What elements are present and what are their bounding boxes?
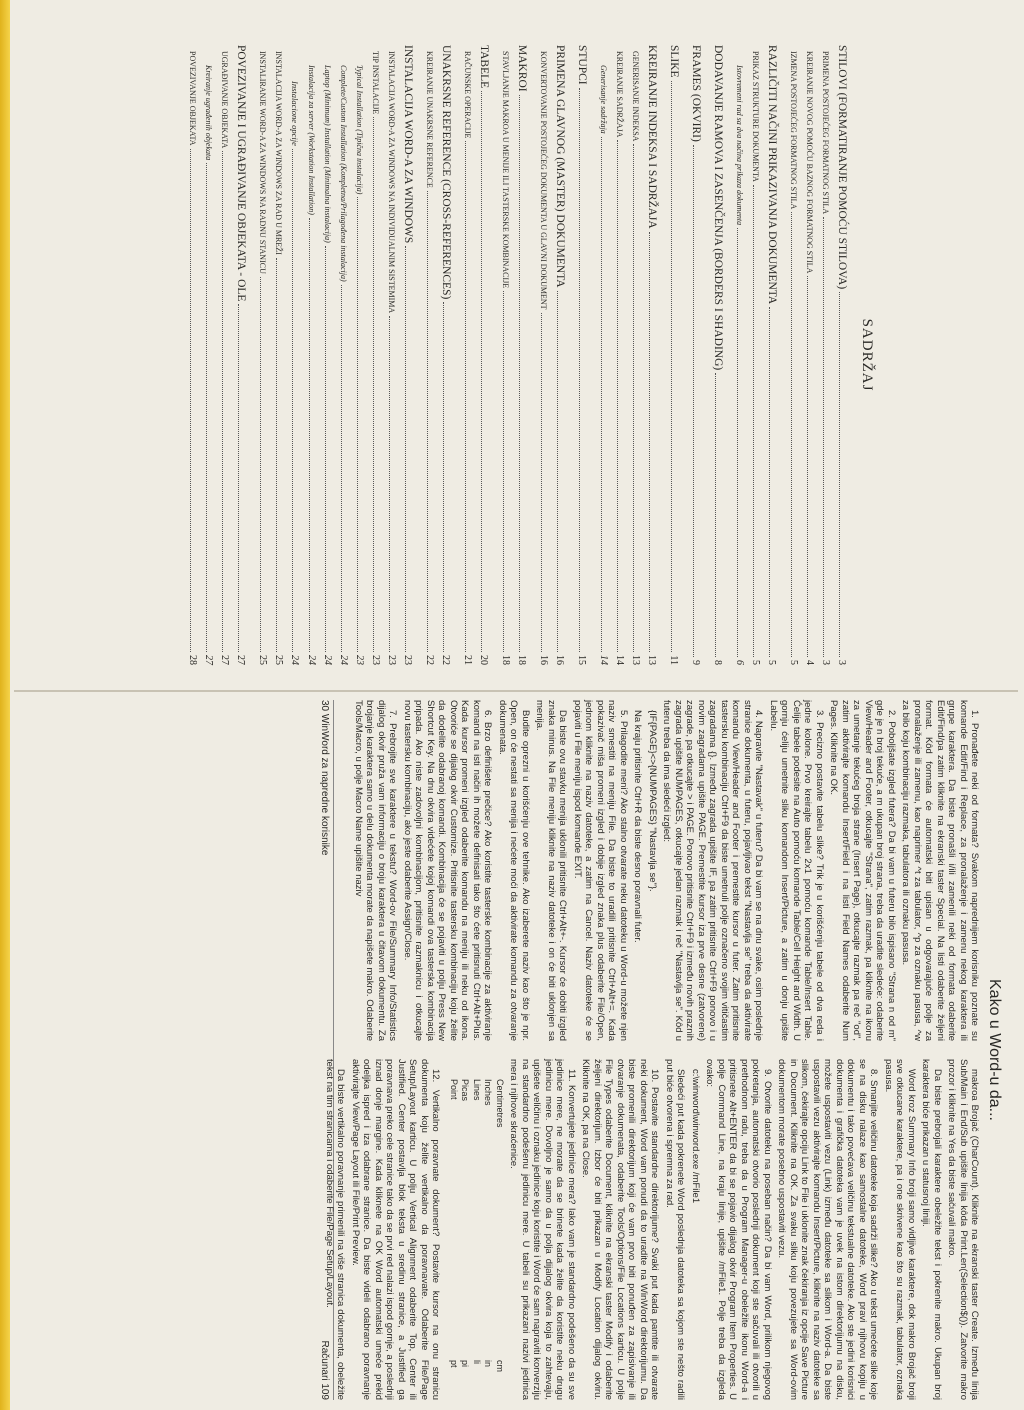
unit-abbr: cm (495, 1360, 505, 1372)
toc-entry (709, 45, 726, 665)
toc-entry-page: 5 (788, 660, 799, 665)
toc-entry-page: 13 (646, 655, 657, 665)
toc-entry-page: 20 (478, 655, 489, 665)
toc-entry-label: Instalacija za server (Workstation Installation) (307, 65, 316, 215)
toc-leader-dots (617, 140, 618, 652)
toc-entry (573, 45, 590, 665)
article-paragraph: 6. Brzo definišete prečice? Ako koristite tasterske kombinacije za aktiviranje komandi na isti način ih možete definisati tako što ćete pritisnuti Ctrl+Alt+Plus. Kada kursor promeni izgled odaberite komandu na meniju ili neku od ikona. Otvoriće se dijalog okvir Customize. Pritisnite tastersku kombinaciju koju želite da dodelite odabranoj komandi. Kombinacija će se pojaviti u polju Press New Shortcut Key. Na dnu okvira videćete kojoj komandi ova tasterska kombinacija pripada. Ako niste zadovoljni kombinacijom, pritisnite razmaknicu i otkucajte novu tastersku kombinaciju, ako jeste odaberite Assign/Close. (402, 700, 494, 1041)
toc-leader-dots (373, 117, 374, 652)
toc-leader-dots (753, 185, 754, 657)
toc-entry (437, 45, 454, 665)
toc-list (184, 45, 850, 665)
toc-entry-page: 24 (322, 655, 333, 665)
toc-leader-dots (325, 246, 326, 652)
toc-entry (801, 45, 817, 665)
toc-leader-dots (357, 197, 358, 652)
toc-entry-label: Instalacione opcije (290, 81, 300, 146)
article-column-left (341, 700, 981, 1041)
article (15, 700, 1003, 1400)
toc-entry-page: 27 (219, 655, 230, 665)
toc-leader-dots (693, 145, 694, 657)
toc-entry-label: TABELE (478, 45, 490, 89)
toc-leader-dots (222, 151, 223, 652)
toc-entry-label: KREIRANJE INDEKSA I SADRŽAJA (646, 45, 658, 229)
toc-entry-label: POVEZIVANJE OBJEKATA (188, 51, 197, 146)
toc-entry-label: KREIRANJE NOVOG POMOĆU BAZNOG FORMATNOG STILA (805, 51, 814, 274)
toc-entry (303, 45, 319, 665)
toc-leader-dots (503, 291, 504, 652)
article-paragraph: Budite oprezni u korišćenju ove tehnike. Ako izaberete naziv kao što je npr. Open, on će nestati sa menija i nećete moći da aktivirate komandu za otvaranje dokumenata. (497, 700, 531, 1041)
toc-entry-page: 14 (614, 655, 625, 665)
article-paragraph: makroa Brojač (CharCount). Kliknite na ekranski taster Create. Između linija Sub/Main i End/Sub upišite linija kôda Print.Len(Selection$()). Zatvorite makro prozor i kliknite na Yes da biste sačuvali makro. (946, 1059, 981, 1400)
toc-entry (731, 45, 747, 665)
article-paragraph: {IF{PAGE}<>{NUMPAGES} "Nastavlja se"}. (647, 710, 658, 892)
article-paragraph: Da biste prebrojali karaktere obeležite tekst i pokrenite makro. Ukupan broj karaktera biće prikazan u statusnoj liniji. (920, 1059, 943, 1400)
toc-heading: SADRŽAJ (859, 318, 875, 392)
toc-entry-page: 24 (306, 655, 317, 665)
toc-entry (785, 45, 801, 665)
toc-leader-dots (769, 307, 770, 657)
toc-leader-dots (238, 304, 239, 652)
toc-entry-label: UGRAĐIVANJE OBJEKATA (220, 51, 229, 149)
toc-entry-page: 8 (712, 660, 723, 665)
toc-leader-dots (601, 137, 602, 652)
toc-entry-label: MAKROI (516, 45, 528, 92)
toc-entry (232, 45, 249, 665)
unit-name: Point (449, 1079, 459, 1100)
toc-entry (763, 45, 780, 665)
toc-entry (270, 45, 286, 665)
toc-entry-page: 25 (273, 655, 284, 665)
toc-entry-label: RAZLIČITI NAČINI PRIKAZIVANJA DOKUMENTA (766, 45, 778, 305)
toc-leader-dots (519, 95, 520, 652)
toc-entry-label: Typical Installation (Tipična instalacija) (355, 65, 364, 195)
toc-entry (254, 45, 270, 665)
toc-entry (551, 45, 568, 665)
toc-entry-label: PRIMENA POSTOJEĆEG FORMATNOG STILA (821, 51, 830, 215)
toc-entry (687, 45, 704, 665)
article-paragraph: 11. Konvertujete jedinice mera? Iako vam je standardno podešeno da su sve jedinice mere, ne morate da se brinete kada želite da koristite neku drugu jedinicu mere. Dovoljno je samo da u polja dijalog okvira koja to zahtevaju, upišete veličinu i oznaku jedinice koju koristite i Word će sam napraviti konverziju na standardno podešenu jedinicu mere. U tabeli su prikazani nazivi jedinica mera i njihove skraćenice. (508, 1059, 577, 1400)
toc-entry (665, 45, 682, 665)
toc-entry (459, 45, 475, 665)
toc-entry-label: STUPCI (576, 45, 588, 85)
toc-entry (595, 45, 611, 665)
article-title: Kako u Word-u da... (986, 979, 1003, 1121)
toc-leader-dots (389, 316, 390, 652)
toc-entry-page: 27 (235, 655, 246, 665)
toc-entry-label: KREIRANJE SADRŽAJA (615, 51, 624, 138)
toc-entry-label: Generisanje sadržaja (599, 65, 608, 134)
toc-leader-dots (465, 141, 466, 652)
article-paragraph: 2. Poboljšate izgled futera? Da bi vam u futeru bilo ispisano "Strana n od m" gde je n broj tekuće, a m ukupan broj strana, treba da uradite sledeće: odaberite View/Header and Footer, otkucajte "Strana", zatim razmak, pa kliknite na ikonu za umetanje tekućeg broja strane (Insert Page), otkucajte razmak pa reč "od", zatim aktivirajte komandu Insert/Field i na listi Field Names odaberite Num Pages. Kliknite na OK. (828, 700, 897, 1041)
toc-leader-dots (557, 291, 558, 652)
toc-entry-label: DODAVANJE RAMOVA I ZASENČENJA (BORDERS I SHADING) (712, 45, 724, 371)
binding-edge (0, 0, 10, 1410)
toc-leader-dots (309, 218, 310, 652)
toc-entry-label: Kreiranje ugrađenih objekata (204, 65, 213, 161)
toc-leader-dots (791, 212, 792, 657)
toc-entry-label: INSTALACIJA WORD-A ZA WINDOWS (402, 45, 414, 244)
toc-entry-page: 23 (370, 655, 381, 665)
toc-entry-page: 18 (516, 655, 527, 665)
toc-entry (627, 45, 643, 665)
toc-leader-dots (427, 191, 428, 652)
article-paragraph: Word kroz Summary Info broji samo vidljive karaktere, dok makro Brojač broji sve otkucane karaktere, pa i one skrivene kao što su razmak, tabulator, oznaka pasusa. (883, 1059, 917, 1400)
toc-entry-page: 22 (440, 655, 451, 665)
toc-entry (643, 45, 660, 665)
toc-leader-dots (481, 91, 482, 652)
toc-entry-page: 28 (187, 655, 198, 665)
toc-entry-page: 5 (750, 660, 761, 665)
toc-leader-dots (633, 144, 634, 652)
toc-entry (611, 45, 627, 665)
toc-entry-page: 3 (836, 660, 847, 665)
article-paragraph: 1. Pronađete neki od formata? Svakom naprednijem korisniku poznate su komande Edit/Find i Replace, za pronalaženje i zamenu nekog karaktera ili grupe karaktera. Da biste pronašli i/ili zamenili neki od formata odaberite Edit/Find/pa zatim kliknite na ekranski taster Special. Na listi odaberite željeni format. Kôd formata će automatski biti upisan u odgovarajuće polje za pronalaženje ili zamenu, kao naprimer ^t za tabulator, ^p za oznaku pasusa, ^w za bilo koju kombinaciju razmaka, tabulatora ili oznaku pasusa. (900, 700, 981, 1041)
unit-name: Inches (483, 1079, 494, 1106)
article-paragraph: Da biste vertikalno poravnanje primenili na više stranica dokumenta, obeležite tekst na tim stranicama i odaberite File/Page Setup/Layout. (324, 1059, 347, 1400)
toc-entry (475, 45, 492, 665)
toc-leader-dots (649, 232, 650, 652)
toc-entry-page: 25 (257, 655, 268, 665)
unit-abbr: li (472, 1360, 482, 1364)
article-paragraph: 7. Prebrojite sve karaktere u tekstu? Word-ov File/Summary Info/Statistics dijalog okvir pruža vam informaciju o broju karaktera u čitavom dokumentu. Za brojanje karaktera samo u delu dokumenta morate da napišete makro. Odaberite Tools/Macro, u polje Macro Name upišite naziv (353, 700, 399, 1041)
unit-name: Lines (472, 1079, 482, 1101)
article-paragraph: 5. Prilagodite meni? Ako stalno otvarate neku datoteku u Word-u možete njen naziv smestiti na meniju File. Da biste to uradili pritisnite Ctrl+Alt+=. Kada pokazivač miša promeni izgled i dobije izgled znaka plus odaberite File/Open, jednom kliknite na naziv datoteke, a zatim na Cancel. Naziv datoteke će se pojaviti u File meniju ispod komande EXIT. (572, 700, 629, 1041)
toc-entry-label: KREIRANJE UNAKRSNE REFERENCE (425, 51, 434, 188)
toc-entry-label: PRIKAZ STRUKTURE DOKUMENTA (751, 51, 760, 182)
toc-entry (367, 45, 383, 665)
toc-entry (513, 45, 530, 665)
article-paragraph: c:\winword\winword.exe /mFile1 (690, 1069, 701, 1204)
toc-entry-label: UNAKRSNE REFERENCE (CROSS-REFERENCES) (440, 45, 452, 300)
toc-leader-dots (276, 258, 277, 652)
toc-entry-page: 23 (354, 655, 365, 665)
toc-entry (351, 45, 367, 665)
toc-entry-label: INSTALACIJA WORD-A ZA WINDOWS ZA RAD U MREŽI (274, 51, 283, 255)
article-paragraph: Sledeći put kada pokrenete Word poslednja datoteka sa kojom ste nešto radili put biće otvorena i spremna za rad. (664, 1059, 687, 1400)
toc-leader-dots (190, 149, 191, 652)
toc-entry-label: FRAMES (OKVIRI) (690, 45, 702, 142)
toc-entry-page: 23 (402, 655, 413, 665)
toc-entry-page: 22 (424, 655, 435, 665)
toc-entry (833, 45, 850, 665)
article-paragraph: 3. Precizno postavite tabelu slike? Trik je u korišćenju tabele od dva reda i jedne kolone. Prvo kreirajte tabelu 2x1 pomoću komande Table/Insert Table. Ćelije tabele podesite na Auto pomoću komande Table/Cell Height and Width. U gornju ćeliju umetnite sliku komandom Insert/Picture, a zatim u donju upišite Labelu. (768, 700, 825, 1041)
unit-name: Centimetres (495, 1079, 505, 1128)
toc-leader-dots (715, 373, 716, 657)
toc-leader-dots (341, 285, 342, 652)
toc-entry-page: 9 (690, 660, 701, 665)
toc-leader-dots (541, 313, 542, 652)
toc-entry-label: PRIMENA GLAVNOG (MASTER) DOKUMENTA (554, 45, 566, 288)
toc-leader-dots (292, 149, 293, 652)
unit-abbr: in (483, 1360, 494, 1368)
toc-entry-page: 13 (630, 655, 641, 665)
article-paragraph: 12. Vertikalno poravnate dokument? Postavite kursor na onu stranicu dokumenta koju želite vertikalno da poravnavate. Odaberite File/Page Setup/Layout karticu. U polju Vertical Alignment odaberite Top, Center ili Justified. Center postavlja blok teksta u sredinu stranice, a Justified ga poravnava preko cele stranice tako da se prvi red nalazi ispod gornje, a poslednji iznad donje margine. Kada kliknete na OK Word automatski umeće prekid odeljka ispred i iza odabrane stranice. Da biste videli odabrano poravnanje aktivirajte View/Page Layout ili File/Print Preview. (350, 1059, 442, 1400)
toc-leader-dots (671, 81, 672, 653)
toc-entry-label: STILOVI (FORMATIRANJE POMOĆU STILOVA) (836, 45, 848, 290)
article-paragraph: 9. Otvorite datoteku na poseban način? Da bi vam Word, prilikom njegovog pokretanja, automatski otvorio poslednji dokument koji ste sačuvali ili otvorili u prethodnom radu, treba da u Program Manager-u obeležite ikonu Word-a i pritisnete Alt+ENTER da bi se pojavio dijalog okvir Program Item Properties. U polje Command Line, na kraju linije, upišite /mFile1. Polje treba da izgleda ovako: (704, 1059, 773, 1400)
toc-entry-page: 11 (668, 655, 679, 665)
toc-entry-label: RAČUNSKE OPERACIJE (463, 51, 472, 139)
footer-left: 30 WinWord za napredne korisnike (319, 700, 331, 856)
toc-entry (421, 45, 437, 665)
toc-entry-page: 14 (598, 655, 609, 665)
toc-entry-page: 16 (554, 655, 565, 665)
toc-leader-dots (579, 88, 580, 652)
toc-entry-label: INSTALACIJA WORD-A ZA WINDOWS NA INDIVIDUALNIM SISTEMIMA (387, 51, 396, 314)
footer-right: Računari 109 (319, 1340, 331, 1400)
toc-entry (535, 45, 551, 665)
toc-entry-page: 5 (766, 660, 777, 665)
toc-entry-page: 24 (338, 655, 349, 665)
toc-entry (383, 45, 399, 665)
toc-entry (200, 45, 216, 665)
toc-leader-dots (260, 277, 261, 652)
toc-entry-label: TIP INSTALACIJE (371, 51, 380, 115)
table-of-contents (187, 45, 875, 665)
toc-entry-label: Complete/Custom Installation (Kompletna/Prilagođena instalacija) (339, 65, 348, 282)
toc-entry-page: 3 (820, 660, 831, 665)
article-paragraph: Na kraju pritisnite Ctrl+R da biste desno poravnali futer. (632, 710, 644, 943)
toc-entry-label: INSTALIRANJE WORD-A ZA WINDOWS NA RADNU STANICU (258, 51, 267, 274)
unit-abbr: pt (449, 1360, 459, 1368)
toc-leader-dots (807, 276, 808, 657)
toc-leader-dots (443, 302, 444, 652)
toc-entry-label: STAVLJANJE MAKROA U MENIJE ILI TASTERSKE KOMBINACIJE (501, 51, 510, 289)
toc-entry-page: 18 (500, 655, 511, 665)
toc-entry-label: SLIKE (668, 45, 680, 78)
page-fold-line (14, 690, 1018, 692)
toc-leader-dots (839, 292, 840, 657)
toc-entry (286, 45, 303, 665)
toc-entry (335, 45, 351, 665)
toc-entry-page: 23 (386, 655, 397, 665)
article-paragraph: 10. Postavite standardne direktorijume? Svaki put kada pamtite ili otvarate neki dokument, Word vam ponudi da to uradite na WinWord direktorijumu. Da biste promenili direktorijum koji će vam prvo biti ponuđen za zapisivanje ili otvaranje dokumenata, odaberite Tools/Options/File Locations karticu. U polje File Types odaberite Document, kliknite na ekranski taster Modify i odaberite željeni direktorijum. Izbor će biti prikazan u Modify Location dijalog okviru. Kliknite na OK, pa na Close. (580, 1059, 661, 1400)
toc-entry-page: 6 (734, 660, 745, 665)
article-paragraph: 8. Smanjite veličinu datoteke koja sadrži slike? Ako u tekst umećete slike koje se na disku nalaze kao samostalne datoteke, Word pravi njihovu kopiju u dokumentu i tako povećava veličinu tekstualne datoteke. Ako ste jedini korisnici dokumenta i grafička datoteka vam je uvek na istom direktorijumu na disku, možete uspostaviti vezu (Link) između datoteke sa slikom i Word-a. Da biste uspostavili vezu aktivirajte komandu Insert/Picture, kliknite na naziv datoteke sa slikom, čekirajte opciju Link to File i uklonite znak čekiranja iz opcije Save Picture in Document. Kliknite na OK. Za svaku sliku koju povezujete sa Word-ovim dokumentom morate posebno uspostaviti vezu. (776, 1059, 880, 1400)
toc-entry (747, 45, 763, 665)
toc-entry (399, 45, 416, 665)
unit-abbr: pi (460, 1360, 471, 1368)
toc-entry-page: 24 (289, 655, 300, 665)
toc-leader-dots (737, 228, 738, 657)
toc-entry-page: 15 (576, 655, 587, 665)
toc-leader-dots (206, 163, 207, 652)
toc-entry-label: Istovremeni rad sa dva načina prikaza dokumenta (735, 65, 744, 226)
unit-name: Picas (460, 1079, 471, 1102)
article-paragraph: Da biste ovu stavku menija uklonili pritisnite Ctrl+Alt+-. Kursor će dobiti izgled znaka minus. Na File meniju kliknite na naziv datoteke i on će biti uklonjen sa menija. (534, 700, 569, 1041)
toc-leader-dots (823, 217, 824, 657)
toc-entry-label: KONVERTOVANJE POSTOJEĆEG DOKUMENTA U GLAVNI DOKUMENT (539, 51, 548, 310)
toc-entry-page: 21 (462, 655, 473, 665)
toc-entry (497, 45, 513, 665)
toc-entry-label: GENERISANJE INDEKSA (631, 51, 640, 142)
toc-entry (817, 45, 833, 665)
toc-entry-label: POVEZIVANJE I UGRAĐIVANJE OBJEKATA - OLE (235, 45, 247, 302)
toc-entry-label: IZMENA POSTOJEĆEG FORMATNOG STILA (789, 51, 798, 210)
toc-entry (184, 45, 200, 665)
toc-entry (319, 45, 335, 665)
toc-entry (216, 45, 232, 665)
toc-entry-label: Laptop (Minimum) Installation (Minimalna instalacija) (323, 65, 332, 243)
toc-entry-page: 4 (804, 660, 815, 665)
toc-entry-page: 16 (538, 655, 549, 665)
toc-leader-dots (405, 246, 406, 652)
article-paragraph: 4. Napravite "Nastavak" u futeru? Da bi vam se na dnu svake, osim poslednje stranice dokumenta, u futeru, pojavljivao tekst "Nastavlja se" treba da aktivirate komandu View/Header and Footer i premestite kursor u futer. Zatim pritisnite tastersku kombinaciju Ctrl+F9 da biste umetnuli polje označeno svojim vitičastim zagradama {}. Između zagrada upišite IF, pa zatim pritisnite Ctrl+F9 ponovo i u novim zagradama upišite PAGE. Premestite kursor iza prve desne (zatvorene) zagrade, pa otkucajte > i PAGE. Ponovo pritisnite Ctrl+F9 i između novih praznih zagrada upišite NUMPAGES, otkucajte jedan razmak i reč "Nastavlja se". Kôd u futeru treba da ima sledeći izgled: (661, 700, 765, 1041)
toc-entry-page: 27 (203, 655, 214, 665)
units-table (448, 1079, 506, 1400)
